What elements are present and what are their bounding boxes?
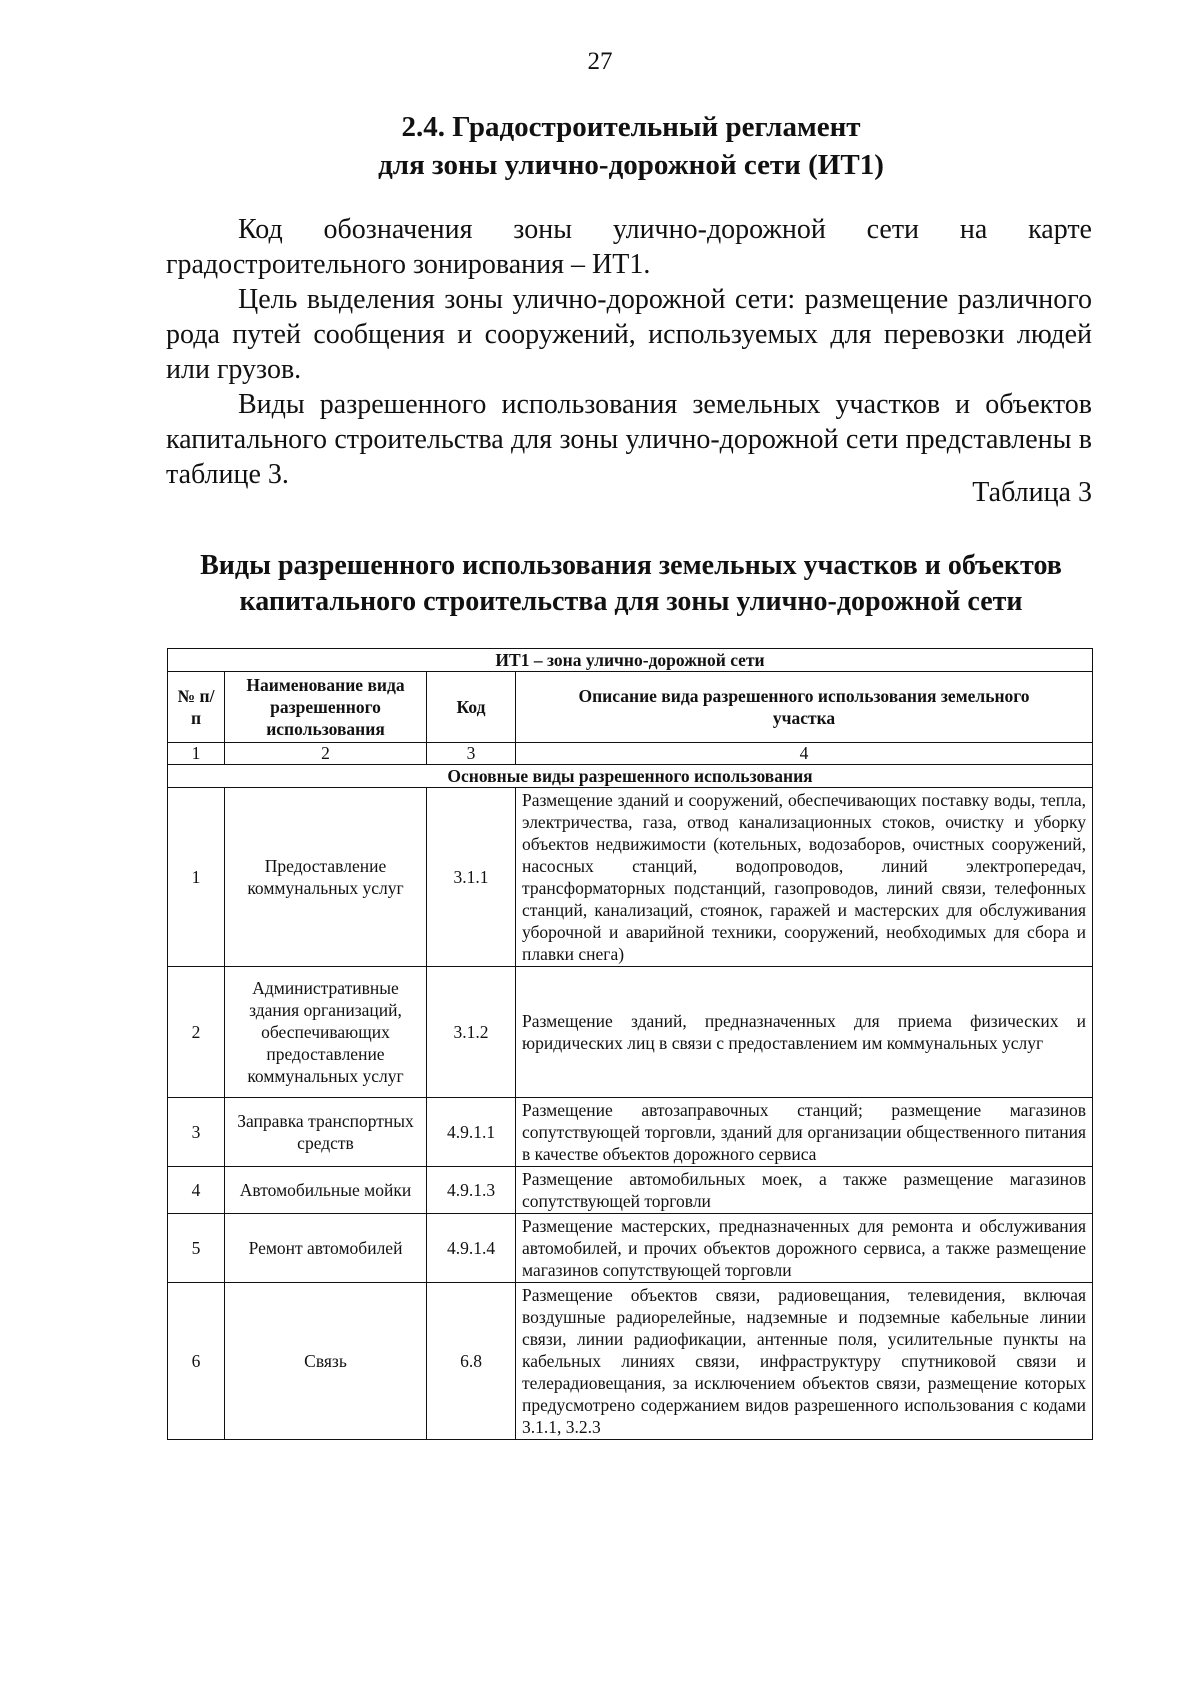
zone-header: ИТ1 – зона улично-дорожной сети — [168, 649, 1093, 672]
column-index: 4 — [516, 743, 1093, 765]
column-header-code: Код — [427, 672, 516, 743]
row-number: 3 — [168, 1098, 225, 1167]
table-row — [168, 1098, 1093, 1167]
use-name: Административные здания организаций, обеспечивающих предоставление коммунальных услуг — [225, 967, 427, 1098]
table-row — [168, 1167, 1093, 1214]
use-code: 4.9.1.3 — [427, 1167, 516, 1214]
use-description: Размещение автозаправочных станций; размещение магазинов сопутствующей торговли, зданий для организации общественного питания в качестве объектов дорожного сервиса — [516, 1098, 1093, 1167]
page-number: 27 — [587, 48, 613, 75]
use-code: 3.1.1 — [427, 788, 516, 967]
group-header: Основные виды разрешенного использования — [168, 765, 1093, 788]
paragraph-zone-purpose: Цель выделения зоны улично-дорожной сети: размещение различного рода путей сообщения и сооружений, используемых для перевозки людей или грузов. — [166, 284, 1092, 385]
table-row — [168, 1214, 1093, 1283]
row-number: 1 — [168, 788, 225, 967]
column-header-name: Наименование вида разрешенного использования — [225, 672, 427, 743]
use-name: Ремонт автомобилей — [225, 1214, 427, 1283]
table-title-line-1: Виды разрешенного использования земельных участков и объектов — [200, 550, 1062, 581]
use-name: Предоставление коммунальных услуг — [225, 788, 427, 967]
section-title — [0, 108, 1200, 184]
section-title-line-2: для зоны улично-дорожной сети (ИТ1) — [378, 149, 884, 181]
section-title-line-1: 2.4. Градостроительный регламент — [401, 111, 861, 143]
use-description: Размещение зданий, предназначенных для приема физических и юридических лиц в связи с предоставлением им коммунальных услуг — [516, 967, 1093, 1098]
row-number: 6 — [168, 1283, 225, 1440]
table-caption: Таблица 3 — [972, 477, 1092, 508]
zone-header-row — [168, 649, 1093, 672]
use-code: 6.8 — [427, 1283, 516, 1440]
use-code: 4.9.1.1 — [427, 1098, 516, 1167]
column-index: 3 — [427, 743, 516, 765]
use-description: Размещение зданий и сооружений, обеспечивающих поставку воды, тепла, электричества, газа, отвод канализационных стоков, очистку и уборку объектов недвижимости (котельных, водозаборов, очистных сооружений, насосных станций, водопроводов, линий электропередач, трансформаторных подстанций, газопроводов, линий связи, телефонных станций, канализаций, стоянок, гаражей и мастерских для обслуживания уборочной и аварийной техники, сооружений, необходимых для сбора и плавки снега) — [516, 788, 1093, 967]
body-text — [166, 212, 1092, 492]
use-code: 3.1.2 — [427, 967, 516, 1098]
row-number: 4 — [168, 1167, 225, 1214]
column-header-description: Описание вида разрешенного использования земельного участка — [516, 672, 1093, 743]
table-title-line-2: капитального строительства для зоны улично-дорожной сети — [239, 586, 1023, 617]
use-name: Заправка транспортных средств — [225, 1098, 427, 1167]
table-row — [168, 967, 1093, 1098]
use-description: Размещение объектов связи, радиовещания, телевидения, включая воздушные радиорелейные, надземные и подземные кабельные линии связи, линии радиофикации, антенные поля, усилительные пункты на кабельных линиях связи, инфраструктуру спутниковой связи и телерадиовещания, за исключением объектов связи, размещение которых предусмотрено содержанием видов разрешенного использования с кодами 3.1.1, 3.2.3 — [516, 1283, 1093, 1440]
table-row — [168, 1283, 1093, 1440]
column-index: 1 — [168, 743, 225, 765]
column-index: 2 — [225, 743, 427, 765]
column-header-row — [168, 672, 1093, 743]
table-title — [0, 548, 1200, 620]
column-index-row — [168, 743, 1093, 765]
use-name: Связь — [225, 1283, 427, 1440]
paragraph-table-reference: Виды разрешенного использования земельных участков и объектов капитального строительства для зоны улично-дорожной сети представлены в таблице 3. — [166, 389, 1092, 490]
use-code: 4.9.1.4 — [427, 1214, 516, 1283]
paragraph-zone-code: Код обозначения зоны улично-дорожной сети на карте градостроительного зонирования – ИТ1. — [166, 214, 1092, 280]
row-number: 5 — [168, 1214, 225, 1283]
table-row — [168, 788, 1093, 967]
row-number: 2 — [168, 967, 225, 1098]
column-header-num: № п/п — [168, 672, 225, 743]
use-description: Размещение автомобильных моек, а также размещение магазинов сопутствующей торговли — [516, 1167, 1093, 1214]
use-name: Автомобильные мойки — [225, 1167, 427, 1214]
group-header-row — [168, 765, 1093, 788]
use-description: Размещение мастерских, предназначенных для ремонта и обслуживания автомобилей, и прочих объектов дорожного сервиса, а также размещение магазинов сопутствующей торговли — [516, 1214, 1093, 1283]
permitted-use-table — [167, 648, 1093, 1440]
